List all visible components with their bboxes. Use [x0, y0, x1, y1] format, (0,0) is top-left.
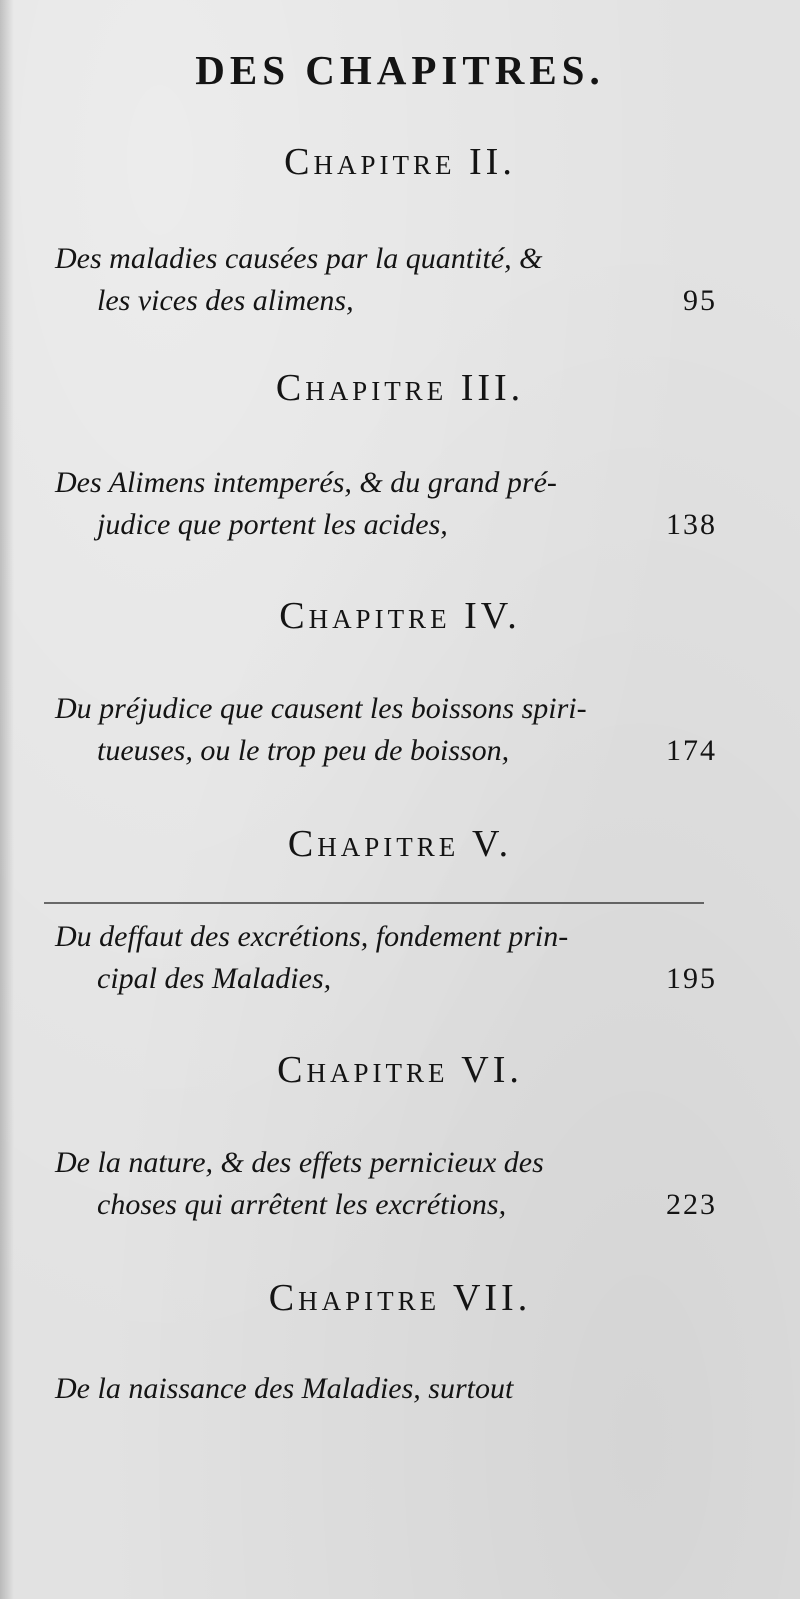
chapter-heading-4: Chapitre IV.	[279, 595, 521, 637]
page-number: 195	[666, 962, 717, 995]
page-title: DES CHAPITRES.	[195, 47, 605, 93]
divider-rule	[44, 902, 704, 904]
chapter-heading-6: Chapitre VI.	[277, 1049, 523, 1091]
entry-line: cipal des Maladies,	[97, 962, 332, 995]
entry-line-with-page	[55, 280, 725, 322]
page-number: 174	[666, 734, 717, 767]
page-number: 138	[666, 508, 717, 541]
entry-line: les vices des alimens,	[97, 284, 354, 317]
entry-line: Des Alimens intemperés, & du grand pré-	[55, 466, 557, 499]
entry-line-with-page	[55, 958, 725, 1000]
chapter-heading-3: Chapitre III.	[275, 367, 525, 409]
chapter-entry-6	[55, 1142, 725, 1226]
entry-line-with-page	[55, 1184, 725, 1226]
entry-line: De la nature, & des effets pernicieux des	[55, 1146, 544, 1179]
entry-line-with-page	[55, 730, 725, 772]
entry-line: Du préjudice que causent les boissons spiri-	[55, 692, 587, 725]
entry-line-with-page	[55, 504, 725, 546]
entry-line: tueuses, ou le trop peu de boisson,	[97, 734, 510, 767]
chapter-entry-3	[55, 462, 725, 546]
chapter-entry-7	[55, 1368, 725, 1410]
page-number: 223	[666, 1188, 717, 1221]
chapter-entry-4	[55, 688, 725, 772]
entry-line: Des maladies causées par la quantité, &	[55, 242, 543, 275]
page-number: 95	[683, 284, 717, 317]
entry-line: judice que portent les acides,	[97, 508, 448, 541]
entry-line: Du deffaut des excrétions, fondement prin-	[55, 920, 569, 953]
page-edge-shadow	[0, 0, 14, 1599]
chapter-heading-5: Chapitre V.	[287, 823, 513, 865]
entry-line: choses qui arrêtent les excrétions,	[97, 1188, 507, 1221]
chapter-entry-5	[55, 916, 725, 1000]
chapter-heading-2: Chapitre II.	[284, 141, 516, 183]
chapter-heading-7: Chapitre VII.	[268, 1277, 532, 1319]
chapter-entry-2	[55, 238, 725, 322]
entry-line: De la naissance des Maladies, surtout	[55, 1372, 514, 1405]
